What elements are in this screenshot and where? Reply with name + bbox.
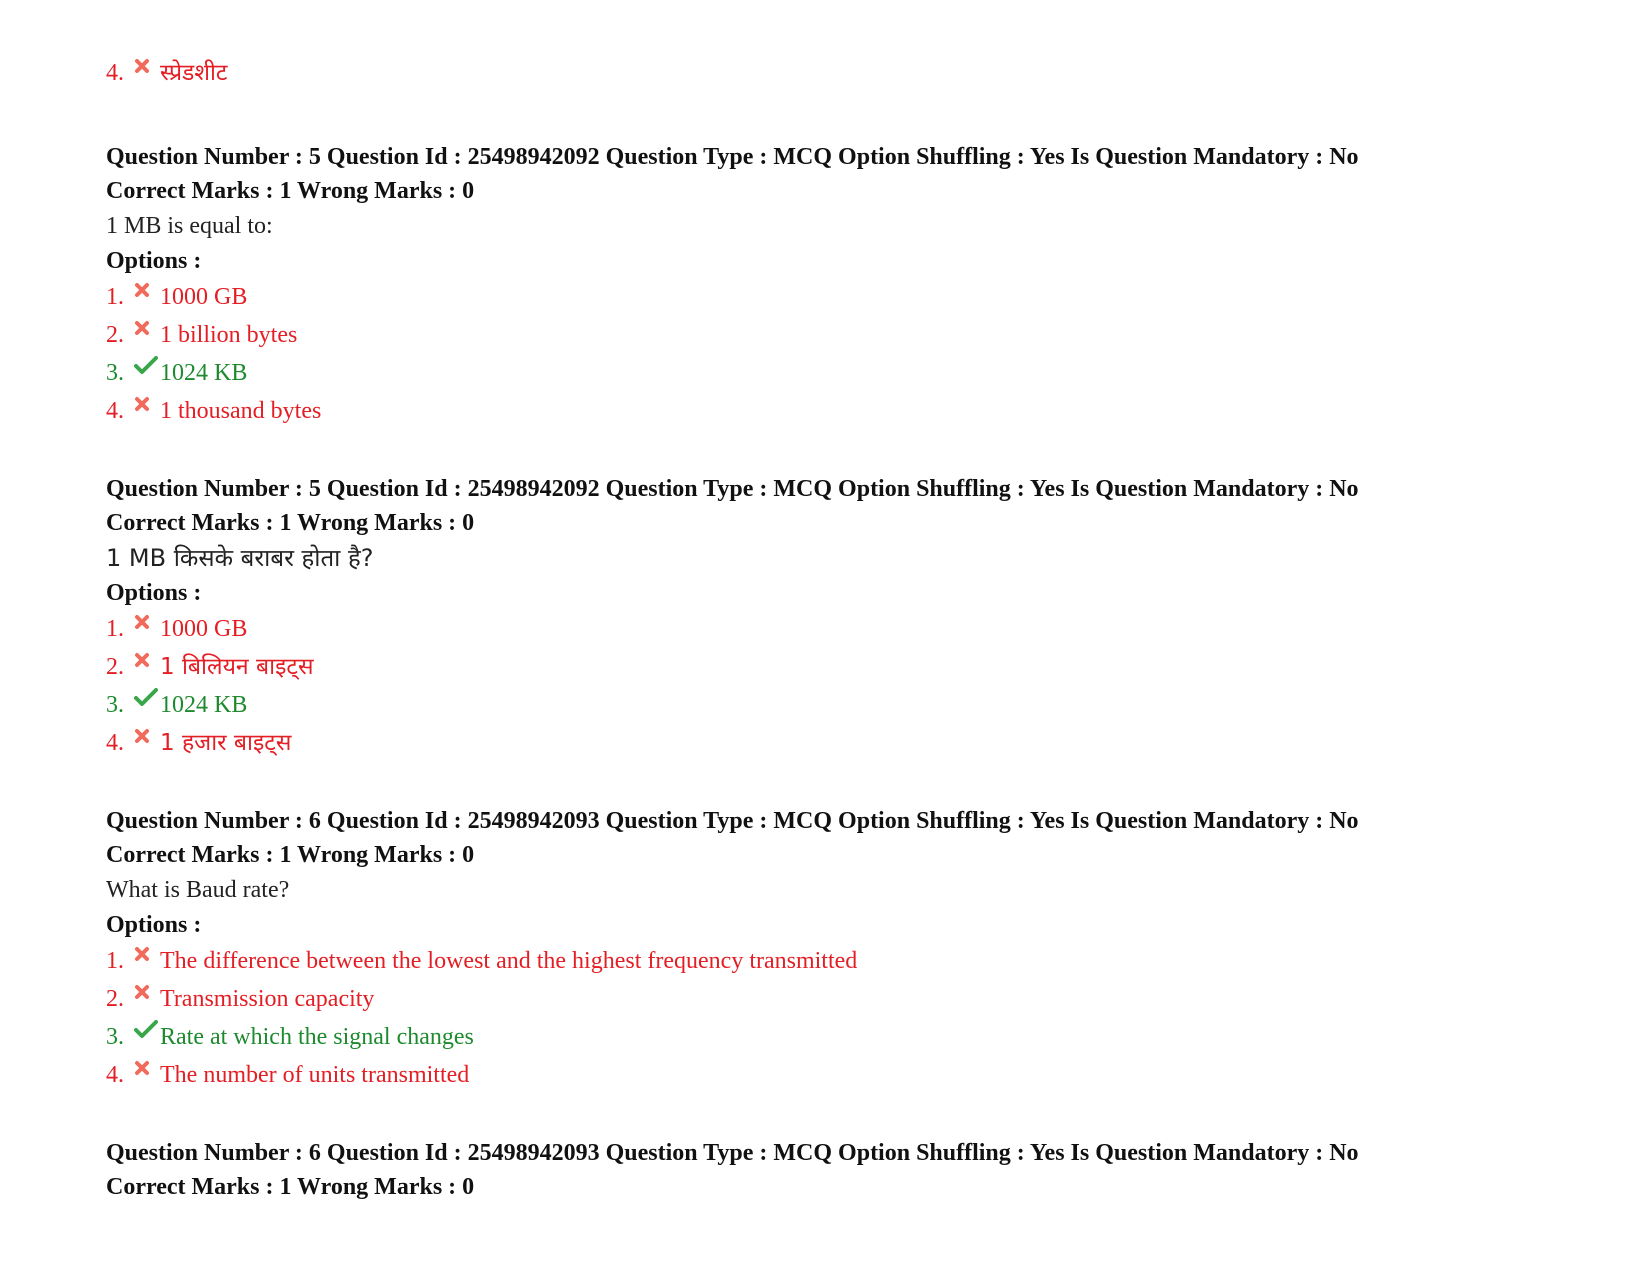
option-text: The number of units transmitted xyxy=(160,1062,470,1088)
option-number: 1. xyxy=(106,948,124,974)
question-meta: Question Number : 5 Question Id : 25498942092 Question Type : MCQ Option Shuffling : Yes Is Question Mandatory : No xyxy=(106,144,1359,170)
question-paper-page xyxy=(106,54,1566,1204)
option-row xyxy=(106,942,1566,980)
cross-icon xyxy=(134,396,160,412)
option-number: 1. xyxy=(106,284,124,310)
option-number: 2. xyxy=(106,986,124,1012)
option-text: 1 billion bytes xyxy=(160,322,298,348)
option-number: 4. xyxy=(106,60,124,86)
option-number: 1. xyxy=(106,616,124,642)
marks-meta: Correct Marks : 1 Wrong Marks : 0 xyxy=(106,510,475,536)
option-row xyxy=(106,392,1566,430)
check-icon xyxy=(134,688,160,706)
check-icon xyxy=(134,1020,160,1038)
option-row xyxy=(106,1056,1566,1094)
question-meta: Question Number : 5 Question Id : 25498942092 Question Type : MCQ Option Shuffling : Yes Is Question Mandatory : No xyxy=(106,476,1359,502)
option-row xyxy=(106,980,1566,1018)
option-text: The difference between the lowest and the highest frequency transmitted xyxy=(160,948,858,974)
option-text: 1 हजार बाइट्स xyxy=(160,730,292,756)
options-label: Options : xyxy=(106,580,202,606)
cross-icon xyxy=(134,984,160,1000)
question-block xyxy=(106,472,1566,762)
question-text: What is Baud rate? xyxy=(106,877,290,903)
option-text: 1 बिलियन बाइट्स xyxy=(160,654,314,680)
option-number: 2. xyxy=(106,322,124,348)
option-number: 4. xyxy=(106,1062,124,1088)
option-text: 1000 GB xyxy=(160,284,248,310)
cross-icon xyxy=(134,728,160,744)
cross-icon xyxy=(134,652,160,668)
option-row xyxy=(106,354,1566,392)
question-meta: Question Number : 6 Question Id : 25498942093 Question Type : MCQ Option Shuffling : Yes Is Question Mandatory : No xyxy=(106,808,1359,834)
option-number: 3. xyxy=(106,692,124,718)
option-row xyxy=(106,1018,1566,1056)
option-text: 1024 KB xyxy=(160,360,248,386)
option-text: 1 thousand bytes xyxy=(160,398,322,424)
option-number: 4. xyxy=(106,398,124,424)
marks-meta: Correct Marks : 1 Wrong Marks : 0 xyxy=(106,178,475,204)
cross-icon xyxy=(134,320,160,336)
cross-icon xyxy=(134,946,160,962)
cross-icon xyxy=(134,282,160,298)
question-meta: Question Number : 6 Question Id : 25498942093 Question Type : MCQ Option Shuffling : Yes Is Question Mandatory : No xyxy=(106,1140,1359,1166)
marks-meta: Correct Marks : 1 Wrong Marks : 0 xyxy=(106,842,475,868)
marks-meta: Correct Marks : 1 Wrong Marks : 0 xyxy=(106,1174,475,1200)
options-label: Options : xyxy=(106,248,202,274)
option-text: 1024 KB xyxy=(160,692,248,718)
option-text: Transmission capacity xyxy=(160,986,375,1012)
option-row xyxy=(106,724,1566,762)
option-row xyxy=(106,316,1566,354)
option-row xyxy=(106,54,1566,92)
question-block xyxy=(106,1136,1566,1204)
question-text: 1 MB किसके बराबर होता है? xyxy=(106,544,374,572)
option-row xyxy=(106,610,1566,648)
option-text: 1000 GB xyxy=(160,616,248,642)
cross-icon xyxy=(134,1060,160,1076)
option-row xyxy=(106,686,1566,724)
option-row xyxy=(106,648,1566,686)
question-text: 1 MB is equal to: xyxy=(106,213,273,239)
option-number: 2. xyxy=(106,654,124,680)
option-row xyxy=(106,278,1566,316)
question-block xyxy=(106,140,1566,430)
option-number: 3. xyxy=(106,360,124,386)
option-text: Rate at which the signal changes xyxy=(160,1024,474,1050)
question-block xyxy=(106,804,1566,1094)
cross-icon xyxy=(134,58,160,74)
check-icon xyxy=(134,356,160,374)
options-label: Options : xyxy=(106,912,202,938)
option-number: 3. xyxy=(106,1024,124,1050)
option-number: 4. xyxy=(106,730,124,756)
option-text: स्प्रेडशीट xyxy=(160,60,228,86)
cross-icon xyxy=(134,614,160,630)
